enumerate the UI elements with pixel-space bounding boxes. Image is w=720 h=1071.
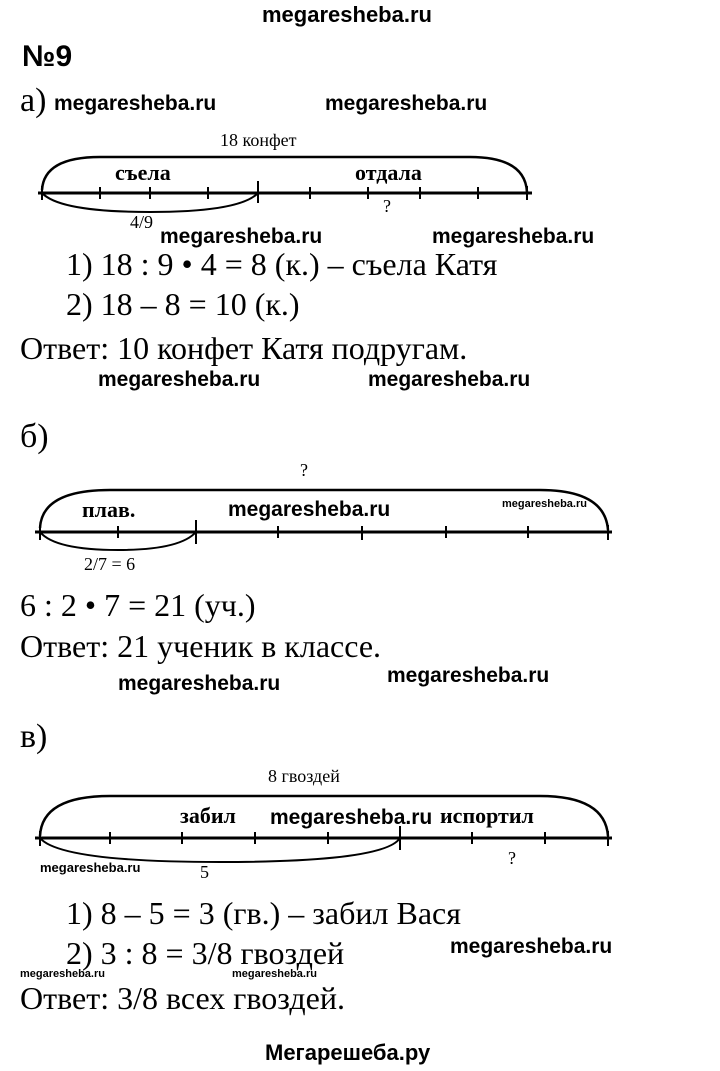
watermark: megaresheba.ru bbox=[387, 664, 550, 687]
diagram-a-question: ? bbox=[383, 196, 391, 216]
part-a-answer: Ответ: 10 конфет Катя подругам. bbox=[20, 330, 468, 366]
part-b-answer: Ответ: 21 ученик в классе. bbox=[20, 628, 382, 664]
part-a-step-2: 2) 18 – 8 = 10 (к.) bbox=[66, 286, 300, 322]
part-c-label: в) bbox=[20, 718, 48, 755]
diagram-a-seg-given: отдала bbox=[355, 160, 422, 185]
diagram-a-total-label: 18 конфет bbox=[220, 130, 297, 150]
watermark: megaresheba.ru bbox=[98, 368, 261, 391]
diagram-a-fraction: 4/9 bbox=[130, 212, 154, 232]
watermark: megaresheba.ru bbox=[270, 806, 433, 829]
diagram-c-question: ? bbox=[508, 848, 516, 868]
part-b-label: б) bbox=[20, 418, 49, 455]
header-site: megaresheba.ru bbox=[262, 2, 432, 27]
diagram-c-total-label: 8 гвоздей bbox=[268, 766, 340, 786]
watermark: megaresheba.ru bbox=[54, 92, 217, 115]
watermark: megaresheba.ru bbox=[228, 498, 391, 521]
watermark: megaresheba.ru bbox=[325, 92, 488, 115]
exercise-number: №9 bbox=[22, 40, 73, 73]
part-b-step-1: 6 : 2 • 7 = 21 (уч.) bbox=[20, 587, 256, 623]
watermark: megaresheba.ru bbox=[450, 935, 613, 958]
watermark: megaresheba.ru bbox=[160, 225, 323, 248]
watermark: megaresheba.ru bbox=[118, 672, 281, 695]
diagram-b-fraction: 2/7 = 6 bbox=[84, 554, 136, 574]
watermark: megaresheba.ru bbox=[432, 225, 595, 248]
part-c-step-1: 1) 8 – 5 = 3 (гв.) – забил Вася bbox=[66, 895, 461, 931]
diagram-b-seg-swim: плав. bbox=[82, 497, 136, 522]
footer-site: Мегарешеба.ру bbox=[265, 1040, 431, 1065]
watermark: megaresheba.ru bbox=[502, 498, 587, 510]
watermark: megaresheba.ru bbox=[232, 968, 317, 980]
watermark: megaresheba.ru bbox=[368, 368, 531, 391]
part-c-step-2: 2) 3 : 8 = 3/8 гвоздей bbox=[66, 935, 345, 971]
part-c-answer: Ответ: 3/8 всех гвоздей. bbox=[20, 980, 345, 1016]
watermark: megaresheba.ru bbox=[40, 860, 141, 875]
diagram-b-total-label: ? bbox=[300, 460, 308, 480]
part-a-step-1: 1) 18 : 9 • 4 = 8 (к.) – съела Катя bbox=[66, 246, 498, 282]
diagram-c-seg-hammered: забил bbox=[180, 803, 236, 828]
part-a-label: а) bbox=[20, 82, 47, 119]
diagram-c-seg-spoiled: испортил bbox=[440, 803, 534, 828]
diagram-a-seg-eaten: съела bbox=[115, 160, 171, 185]
diagram-c-part-value: 5 bbox=[200, 862, 209, 882]
watermark: megaresheba.ru bbox=[20, 968, 105, 980]
